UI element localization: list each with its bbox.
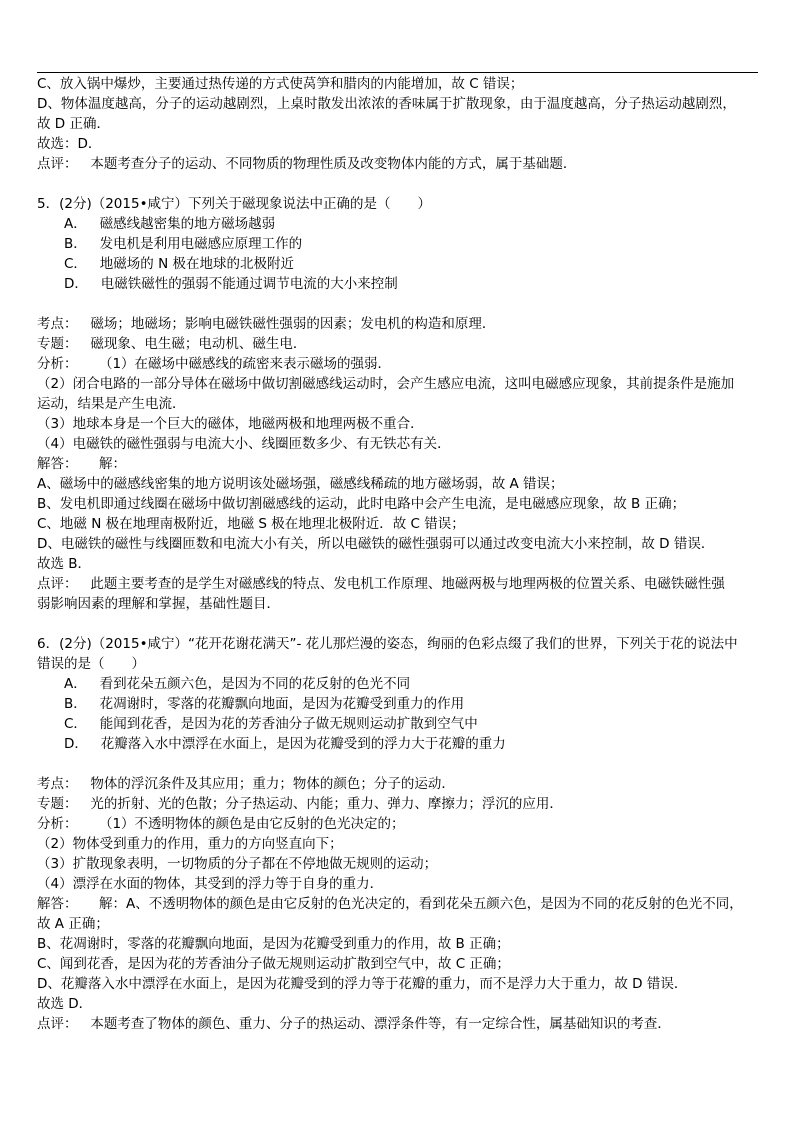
analysis-line: 故选 B．	[37, 556, 92, 572]
spacer	[37, 174, 758, 194]
analysis-line: 解答： 解：A、不透明物体的颜色是由它反射的色光决定的，看到花朵五颜六色，是因为不同的花反射的色光不同，	[37, 896, 743, 912]
analysis-line: 解答： 解：	[37, 456, 126, 472]
analysis-line: （3）扩散现象表明，一切物质的分子都在不停地做无规则的运动；	[37, 856, 438, 872]
analysis-line: 考点： 磁场；地磁场；影响电磁铁磁性强弱的因素；发电机的构造和原理．	[37, 316, 496, 332]
text-line: C、放入锅中爆炒，主要通过热传递的方式使莴笋和腊肉的内能增加，故 C 错误；	[37, 76, 524, 92]
option-d: D． 花瓣落入水中漂浮在水面上，是因为花瓣受到的浮力大于花瓣的重力	[64, 736, 506, 752]
analysis-line: 分析： （1）不透明物体的颜色是由它反射的色光决定的；	[37, 816, 405, 832]
option-d: D． 电磁铁磁性的强弱不能通过调节电流的大小来控制	[64, 276, 398, 292]
analysis-line: B、花凋谢时，零落的花瓣飘向地面，是因为花瓣受到重力的作用，故 B 正确；	[37, 936, 510, 952]
analysis-line: 点评： 本题考查了物体的颜色、重力、分子的热运动、漂浮条件等，有一定综合性，属基础知识的考查．	[37, 1016, 671, 1032]
analysis-line: 专题： 磁现象、电生磁；电动机、磁生电．	[37, 336, 307, 352]
spacer	[37, 294, 758, 314]
option-c: C． 能闻到花香，是因为花的芳香油分子做无规则运动扩散到空气中	[64, 716, 478, 732]
analysis-line: （4）电磁铁的磁性强弱与电流大小、线圈匝数多少、有无铁芯有关．	[37, 436, 451, 452]
analysis-line: （2）闭合电路的一部分导体在磁场中做切割磁感线运动时，会产生感应电流，这叫电磁感应现象，其前提条件是施加	[37, 376, 735, 392]
analysis-line: 考点： 物体的浮沉条件及其应用；重力；物体的颜色；分子的运动．	[37, 776, 455, 792]
analysis-line: 弱影响因素的理解和掌握，基础性题目．	[37, 596, 280, 612]
text-line: 点评： 本题考查分子的运动、不同物质的物理性质及改变物体内能的方式，属于基础题．	[37, 156, 577, 172]
option-b: B． 花凋谢时，零落的花瓣飘向地面，是因为花瓣受到重力的作用	[64, 696, 465, 712]
analysis-line: A、磁场中的磁感线密集的地方说明该处磁场强，磁感线稀疏的地方磁场弱，故 A 错误；	[37, 476, 564, 492]
option-c: C． 地磁场的 N 极在地球的北极附近	[64, 256, 294, 272]
analysis-line: 点评： 此题主要考查的是学生对磁感线的特点、发电机工作原理、地磁两极与地理两极的位置关系、电磁铁磁性强	[37, 576, 725, 592]
question-stem: 错误的是（ ）	[37, 656, 145, 672]
analysis-line: 运动，结果是产生电流．	[37, 396, 186, 412]
option-a: A． 磁感线越密集的地方磁场越弱	[64, 216, 276, 232]
text-line: 故选：D．	[37, 136, 102, 152]
analysis-line: C、闻到花香，是因为花的芳香油分子做无规则运动扩散到空气中，故 C 正确；	[37, 956, 510, 972]
analysis-line: （2）物体受到重力的作用，重力的方向竖直向下；	[37, 836, 343, 852]
question-6	[37, 634, 758, 1034]
option-a: A． 看到花朵五颜六色，是因为不同的花反射的色光不同	[64, 676, 411, 692]
analysis-line: 故 A 正确；	[37, 916, 109, 932]
option-b: B． 发电机是利用电磁感应原理工作的	[64, 236, 303, 252]
question-stem: 6．(2分)（2015•咸宁）“花开花谢花满天”- 花儿那烂漫的姿态，绚丽的色彩点缀了我们的世界，下列关于花的说法中	[37, 636, 738, 652]
text-line: 故 D 正确．	[37, 116, 110, 132]
header-rule	[37, 72, 758, 73]
analysis-line: （3）地球本身是一个巨大的磁体，地磁两极和地理两极不重合．	[37, 416, 424, 432]
analysis-line: D、花瓣落入水中漂浮在水面上，是因为花瓣受到的浮力等于花瓣的重力，而不是浮力大于重力，故 D 错误．	[37, 976, 688, 992]
prev-question-tail	[37, 74, 758, 174]
analysis-line: C、地磁 N 极在地理南极附近，地磁 S 极在地理北极附近．故 C 错误；	[37, 516, 465, 532]
analysis-line: 分析： （1）在磁场中磁感线的疏密来表示磁场的强弱．	[37, 356, 392, 372]
spacer	[37, 614, 758, 634]
analysis-line: （4）漂浮在水面的物体，其受到的浮力等于自身的重力．	[37, 876, 384, 892]
analysis-line: 专题： 光的折射、光的色散；分子热运动、内能；重力、弹力、摩擦力；浮沉的应用．	[37, 796, 563, 812]
question-5	[37, 194, 758, 614]
analysis-line: 故选 D．	[37, 996, 93, 1012]
spacer	[37, 754, 758, 774]
page-content	[37, 74, 758, 1034]
analysis-line: B、发电机即通过线圈在磁场中做切割磁感线的运动，此时电路中会产生电流，是电磁感应现象，故 B 正确；	[37, 496, 686, 512]
analysis-line: D、电磁铁的磁性与线圈匝数和电流大小有关，所以电磁铁的磁性强弱可以通过改变电流大小来控制，故 D 错误．	[37, 536, 715, 552]
text-line: D、物体温度越高，分子的运动越剧烈，上桌时散发出浓浓的香味属于扩散现象，由于温度越高，分子热运动越剧烈，	[37, 96, 736, 112]
question-stem: 5．(2分)（2015•咸宁）下列关于磁现象说法中正确的是（ ）	[37, 196, 432, 212]
